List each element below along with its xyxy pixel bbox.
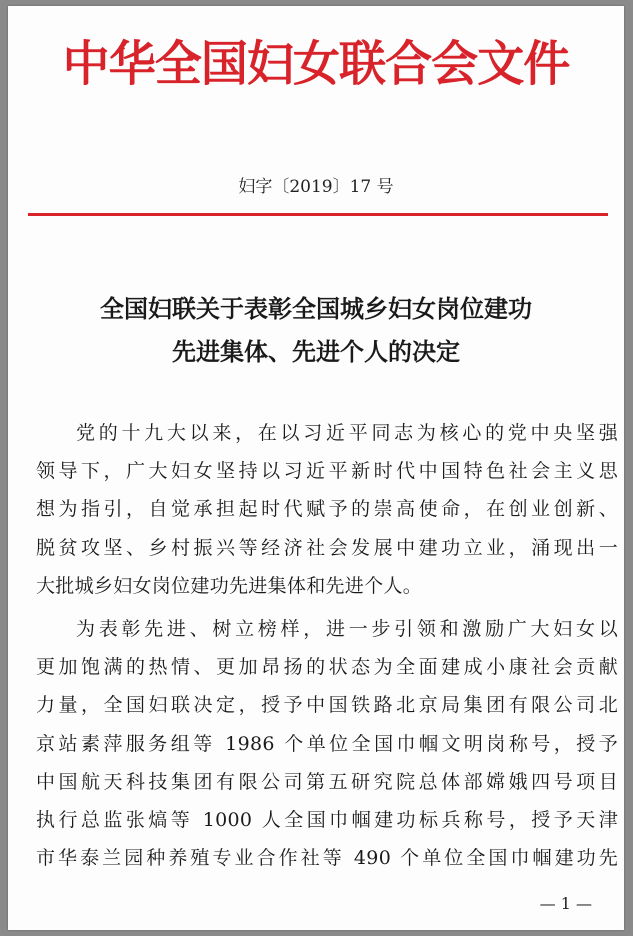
- paragraph-line: 市华泰兰园种养殖专业合作社等 490 个单位全国巾帼建功先: [36, 847, 618, 870]
- paragraph-line: 京站素萍服务组等 1986 个单位全国巾帼文明岗称号，授予: [36, 732, 618, 755]
- paragraph-line: 党的十九大以来，在以习近平同志为核心的党中央坚强: [76, 422, 618, 444]
- paragraph-line: 为表彰先进、树立榜样，进一步引领和激励广大妇女以: [76, 618, 618, 641]
- paragraph-line: 执行总监张熇等 1000 人全国巾帼建功标兵称号，授予天津: [36, 809, 618, 832]
- document-body: [36, 414, 618, 882]
- document-title: [8, 288, 624, 374]
- paragraph-line: 想为指引，自觉承担起时代赋予的崇高使命，在创业创新、: [36, 498, 618, 521]
- paragraph-1: [36, 414, 618, 605]
- paragraph-line: 中国航天科技集团有限公司第五研究院总体部嫦娥四号项目: [36, 770, 618, 793]
- page-number: — 1 —: [539, 894, 592, 913]
- document-title-line-2: 先进集体、先进个人的决定: [172, 338, 460, 366]
- document-page: [8, 6, 624, 930]
- paragraph-line: 领导下，广大妇女坚持以习近平新时代中国特色社会主义思: [36, 460, 618, 483]
- paragraph-line: 脱贫攻坚、乡村振兴等经济社会发展中建功立业，涌现出一: [36, 536, 618, 559]
- paragraph-line: 力量，全国妇联决定，授予中国铁路北京局集团有限公司北: [36, 694, 618, 717]
- issuer-header-title: 中华全国妇女联合会文件: [62, 36, 570, 92]
- document-number: 妇字〔2019〕17 号: [238, 177, 394, 197]
- paragraph-2: [36, 610, 618, 877]
- paragraph-line: 更加饱满的热情、更加昂扬的状态为全面建成小康社会贡献: [36, 656, 618, 679]
- document-title-line-1: 全国妇联关于表彰全国城乡妇女岗位建功: [100, 295, 532, 323]
- paragraph-line: 大批城乡妇女岗位建功先进集体和先进个人。: [36, 574, 423, 597]
- red-divider-line: [28, 213, 608, 216]
